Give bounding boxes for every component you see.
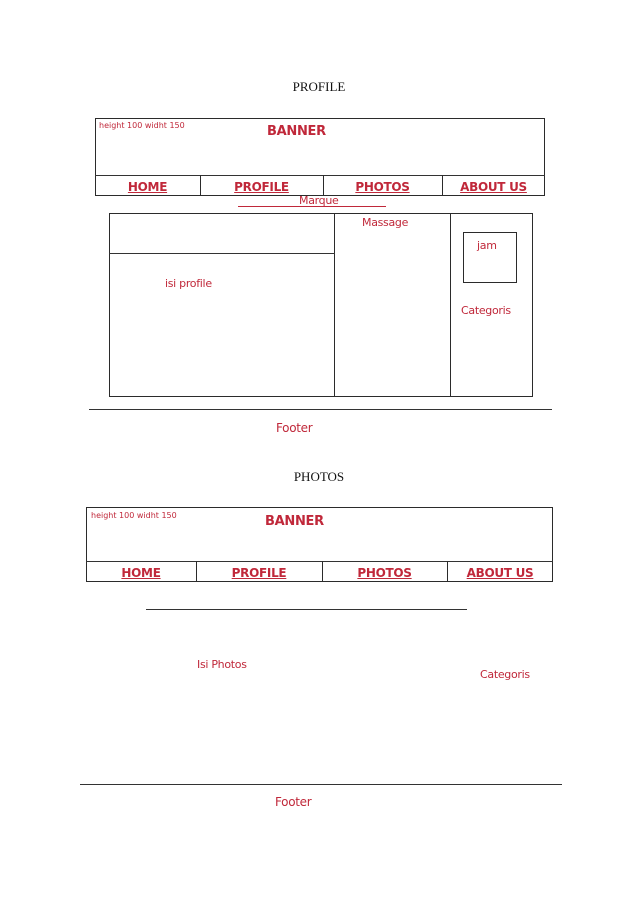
profile-banner-size-note: height 100 widht 150: [99, 121, 185, 130]
profile-heading: PROFILE: [292, 79, 346, 94]
photos-nav-about-us[interactable]: ABOUT US: [466, 566, 534, 580]
profile-nav-photos[interactable]: PHOTOS: [355, 180, 410, 194]
profile-banner-label: BANNER: [267, 124, 326, 139]
profile-nav-divider: [95, 175, 545, 176]
profile-jam-label: jam: [477, 239, 497, 252]
photos-footer-line: [80, 784, 562, 785]
photos-categoris-label: Categoris: [480, 668, 530, 681]
photos-nav-profile[interactable]: PROFILE: [231, 566, 287, 580]
profile-isi-profile-label: isi profile: [165, 277, 212, 290]
photos-banner-label: BANNER: [265, 514, 324, 529]
profile-column-divider: [334, 213, 335, 397]
photos-heading: PHOTOS: [293, 469, 345, 484]
photos-nav-home[interactable]: HOME: [121, 566, 161, 580]
profile-categoris-label: Categoris: [461, 304, 511, 317]
photos-banner-size-note: height 100 widht 150: [91, 511, 177, 520]
profile-footer-label: Footer: [276, 421, 313, 435]
photos-isi-photos-label: Isi Photos: [197, 658, 247, 671]
profile-massage-label: Massage: [362, 216, 409, 229]
profile-footer-line: [89, 409, 552, 410]
profile-nav-about-us[interactable]: ABOUT US: [460, 180, 527, 194]
profile-marque-label: Marque: [299, 194, 339, 207]
photos-footer-label: Footer: [275, 795, 312, 809]
photos-marque-line: [146, 609, 467, 610]
profile-column-divider: [450, 213, 451, 397]
profile-nav-profile[interactable]: PROFILE: [234, 180, 289, 194]
profile-left-column-divider: [109, 253, 335, 254]
photos-nav-photos[interactable]: PHOTOS: [357, 566, 412, 580]
profile-nav-home[interactable]: HOME: [127, 180, 168, 194]
photos-nav-divider: [86, 561, 553, 562]
